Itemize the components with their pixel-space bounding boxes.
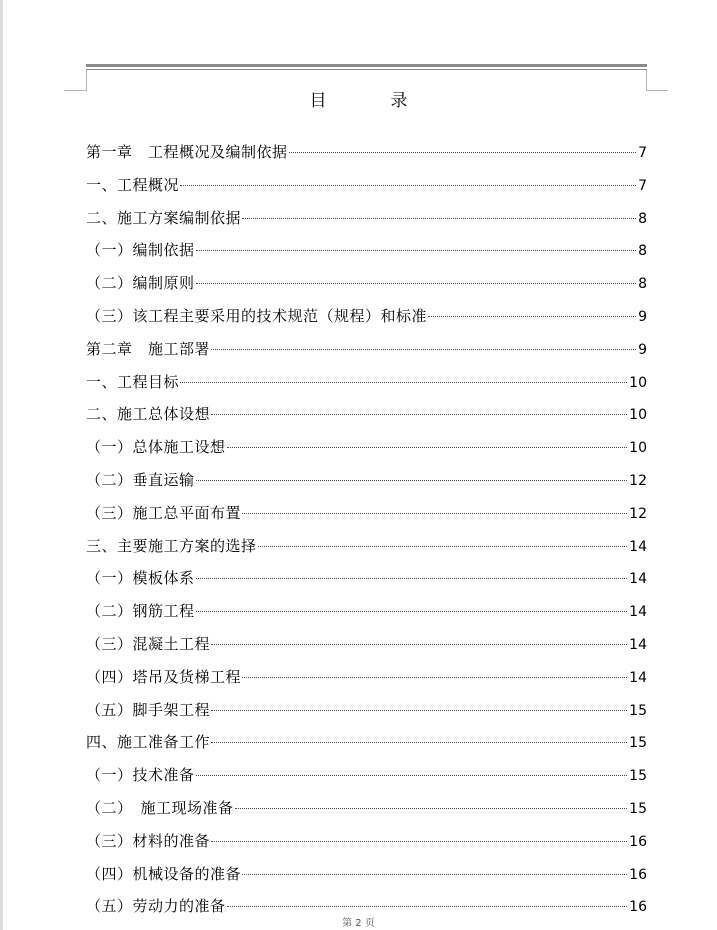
crop-mark-top-left [86,70,87,90]
toc-dot-leader [235,807,628,809]
toc-entry[interactable] [86,565,647,598]
toc-entry-title: 四、施工准备工作 [86,733,211,752]
toc-entry-page-number: 10 [629,407,647,424]
toc-entry-title: （一）编制依据 [86,241,195,260]
crop-mark-top-right [646,70,647,90]
toc-entry-page-number: 16 [629,899,647,916]
toc-entry[interactable] [86,664,647,697]
toc-entry[interactable] [86,500,647,533]
toc-dot-leader [258,545,628,547]
toc-dot-leader [428,315,636,317]
toc-entry-page-number: 9 [638,308,647,325]
toc-dot-leader [211,348,636,350]
toc-entry-page-number: 8 [638,276,647,293]
toc-entry-title: 二、施工方案编制依据 [86,208,242,227]
toc-entry-title: （二）编制原则 [86,274,195,293]
toc-list [86,139,647,926]
page-left-edge [0,0,3,930]
toc-dot-leader [180,184,636,186]
toc-dot-leader [227,446,628,448]
toc-entry-title: （四）塔吊及货梯工程 [86,667,242,686]
toc-entry-title: （三）材料的准备 [86,831,211,850]
toc-entry-page-number: 14 [629,538,647,555]
toc-entry[interactable] [86,303,647,336]
toc-dot-leader [196,610,628,612]
toc-title-left: 目 [309,91,327,111]
toc-entry-page-number: 15 [629,800,647,817]
toc-dot-leader [196,249,637,251]
toc-dot-leader [211,643,627,645]
toc-entry-page-number: 16 [629,833,647,850]
toc-dot-leader [227,905,628,907]
toc-entry[interactable] [86,369,647,402]
toc-dot-leader [242,217,636,219]
toc-entry-page-number: 14 [629,669,647,686]
toc-dot-leader [242,676,627,678]
toc-entry-title: 三、主要施工方案的选择 [86,536,257,555]
toc-entry-page-number: 16 [629,866,647,883]
toc-entry-page-number: 14 [629,571,647,588]
toc-entry[interactable] [86,697,647,730]
toc-entry-page-number: 9 [638,341,647,358]
toc-entry-page-number: 7 [638,145,647,161]
toc-dot-leader [196,577,628,579]
toc-entry-title: （四）机械设备的准备 [86,864,242,883]
toc-dot-leader [196,774,628,776]
toc-entry-title: （一）总体施工设想 [86,438,226,457]
toc-entry[interactable] [86,401,647,434]
toc-entry[interactable] [86,828,647,861]
toc-title-right: 录 [390,91,408,111]
page-number-footer: 第 2 页 [342,918,375,929]
toc-entry-page-number: 10 [629,374,647,391]
toc-entry[interactable] [86,205,647,238]
toc-entry-title: （二）钢筋工程 [86,602,195,621]
toc-entry-page-number: 8 [638,210,647,227]
toc-entry-title: （二） 施工现场准备 [86,798,234,817]
toc-title [0,90,717,112]
toc-entry-title: （一）技术准备 [86,766,195,785]
toc-entry[interactable] [86,795,647,828]
toc-entry-page-number: 10 [629,440,647,457]
toc-entry-page-number: 14 [629,604,647,621]
toc-entry[interactable] [86,861,647,894]
toc-dot-leader [196,282,637,284]
toc-entry[interactable] [86,729,647,762]
toc-entry-title: （五）劳动力的准备 [86,897,226,916]
header-rule [86,64,647,67]
toc-entry-page-number: 15 [629,702,647,719]
toc-entry[interactable] [86,598,647,631]
toc-dot-leader [211,709,627,711]
toc-dot-leader [211,741,627,743]
toc-entry-page-number: 12 [629,472,647,489]
toc-entry-page-number: 15 [629,735,647,752]
toc-entry-title: （三）混凝土工程 [86,634,211,653]
toc-entry[interactable] [86,237,647,270]
header-rule-thin [86,69,647,70]
toc-dot-leader [242,873,627,875]
toc-entry[interactable] [86,533,647,566]
toc-dot-leader [289,151,637,153]
toc-entry-title: 一、工程概况 [86,175,180,194]
toc-dot-leader [211,413,627,415]
toc-entry[interactable] [86,434,647,467]
toc-entry-page-number: 15 [629,768,647,785]
toc-dot-leader [242,512,627,514]
toc-dot-leader [196,479,628,481]
toc-entry-title: 第二章 施工部署 [86,339,211,358]
toc-dot-leader [180,381,627,383]
toc-entry-title: （三）该工程主要采用的技术规范（规程）和标准 [86,306,428,325]
toc-entry-page-number: 14 [629,636,647,653]
toc-entry[interactable] [86,172,647,205]
toc-entry[interactable] [86,139,647,172]
toc-entry-page-number: 7 [638,177,647,194]
toc-entry[interactable] [86,270,647,303]
toc-entry-title: （二）垂直运输 [86,470,195,489]
toc-entry-title: 第一章 工程概况及编制依据 [86,143,288,161]
toc-entry[interactable] [86,631,647,664]
toc-entry-page-number: 12 [629,505,647,522]
toc-entry-title: （一）模板体系 [86,569,195,588]
toc-entry-title: （三）施工总平面布置 [86,503,242,522]
toc-entry-page-number: 8 [638,243,647,260]
toc-entry[interactable] [86,762,647,795]
toc-entry-title: 一、工程目标 [86,372,180,391]
toc-entry[interactable] [86,336,647,369]
toc-entry-title: 二、施工总体设想 [86,405,211,424]
toc-dot-leader [211,840,627,842]
toc-entry-title: （五）脚手架工程 [86,700,211,719]
toc-entry[interactable] [86,467,647,500]
